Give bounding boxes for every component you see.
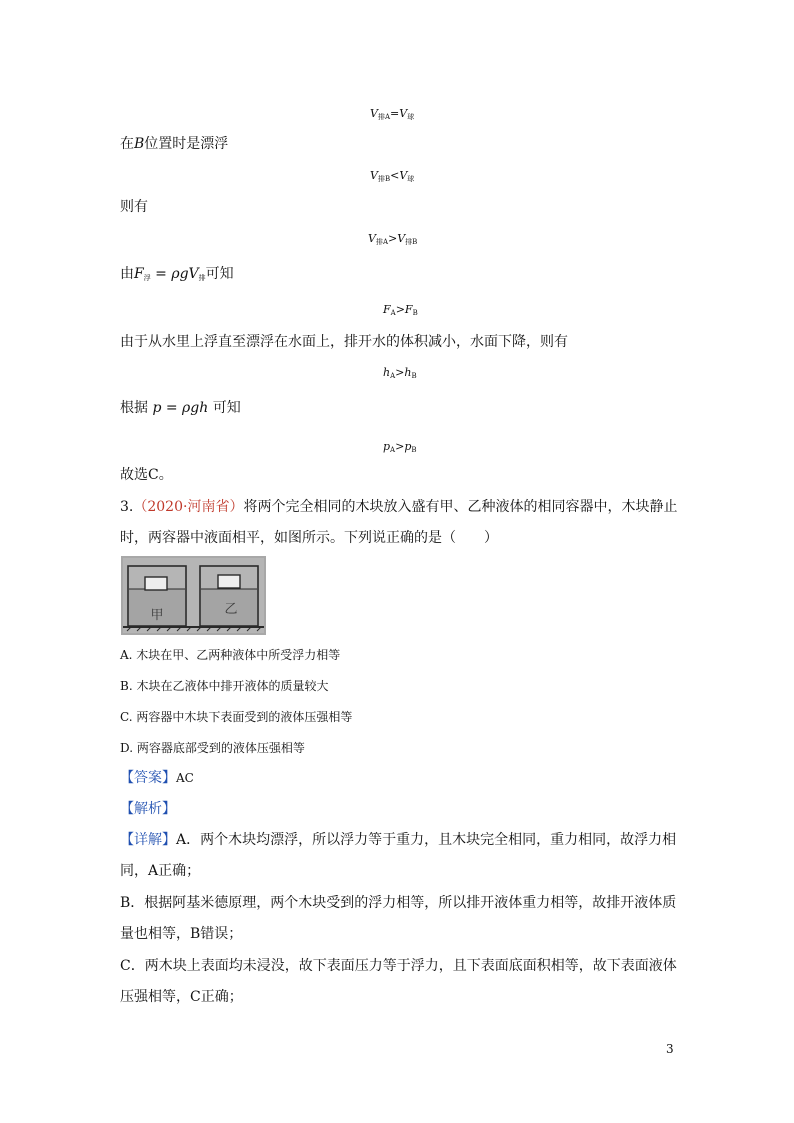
- analysis-line-3: B．根据阿基米德原理，两个木块受到的浮力相等，所以排开液体重力相等，故排开液体质: [120, 895, 677, 911]
- equation-5: $h_A>h_B$: [383, 366, 417, 380]
- option-d: D. 两容器底部受到的液体压强相等: [120, 741, 305, 755]
- analysis-line-6: 压强相等，C正确；: [120, 989, 243, 1005]
- option-b: B. 木块在乙液体中排开液体的质量较大: [120, 679, 329, 693]
- question-stem-line-1: 3.（2020·河南省）将两个完全相同的木块放入盛有甲、乙种液体的相同容器中，木块静止: [120, 499, 678, 515]
- equation-2: $V_{排B}<V_球$: [370, 169, 415, 183]
- analysis-line-4: 量也相等，B错误；: [120, 926, 243, 942]
- equation-1: $V_{排A}=V_球$: [370, 107, 415, 121]
- question-number: 3.: [120, 499, 134, 515]
- equation-3: $V_{排A}>V_{排B}$: [368, 232, 418, 246]
- text-conclusion: 故选C。: [120, 467, 173, 483]
- text-zeyou: 则有: [120, 199, 148, 215]
- answer-label: 【答案】: [120, 770, 176, 786]
- detail-label: 【详解】: [120, 832, 176, 848]
- text-explanation: 由于从水里上浮直至漂浮在水面上，排开水的体积减小，水面下降，则有: [120, 334, 568, 350]
- analysis-line-2: 同，A正确；: [120, 863, 201, 879]
- question-source: （2020·河南省）: [133, 499, 244, 515]
- text-line-b-floating: 在B位置时是漂浮: [120, 136, 229, 152]
- question-stem-line-2: 时，两容器中液面相平，如图所示。下列说正确的是（ ）: [120, 530, 498, 546]
- answer-value: AC: [176, 771, 194, 785]
- figure-label-yi: 乙: [224, 602, 238, 617]
- container-figure: [121, 556, 266, 635]
- text-buoyancy-formula: 由$F_浮 = \rho gV_排$可知: [120, 266, 234, 282]
- figure-label-jia: 甲: [150, 608, 164, 623]
- option-a: A. 木块在甲、乙两种液体中所受浮力相等: [120, 648, 341, 662]
- equation-4: $F_A>F_B$: [383, 303, 418, 317]
- analysis-line-1: 【详解】A．两个木块均漂浮，所以浮力等于重力，且木块完全相同，重力相同，故浮力相: [120, 832, 677, 848]
- analysis-line-5: C．两木块上表面均未浸没，故下表面压力等于浮力，且下表面底面积相等，故下表面液体: [120, 958, 677, 974]
- page-number: 3: [666, 1042, 674, 1056]
- equation-6: $p_A>p_B$: [383, 440, 417, 454]
- answer-line: [120, 769, 194, 787]
- option-c: C. 两容器中木块下表面受到的液体压强相等: [120, 710, 353, 724]
- analysis-label: 【解析】: [120, 801, 176, 817]
- text-pressure-formula: 根据 p = ρgh 可知: [120, 400, 241, 416]
